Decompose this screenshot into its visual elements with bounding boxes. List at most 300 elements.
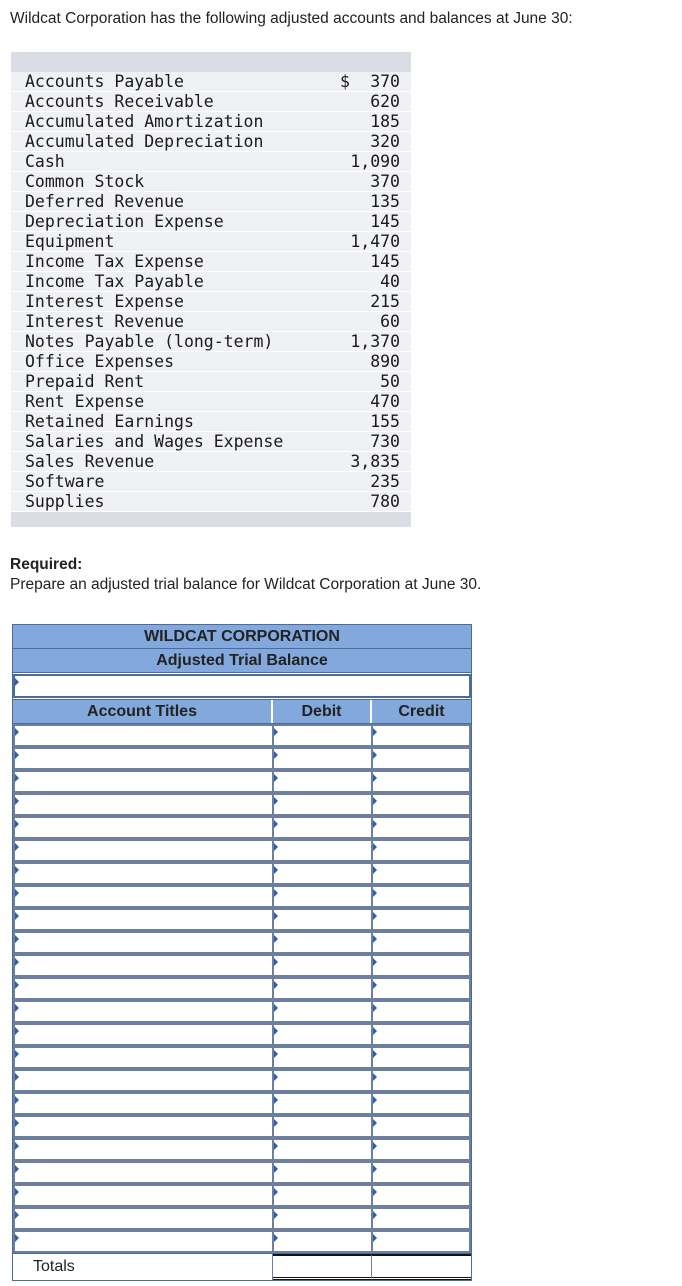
intro-text: Wildcat Corporation has the following adjusted accounts and balances at June 30: <box>10 10 573 27</box>
credit-cell[interactable] <box>372 1184 471 1207</box>
credit-input[interactable] <box>373 1186 469 1205</box>
input-marker-icon <box>274 1165 278 1173</box>
debit-cell[interactable] <box>273 1069 372 1092</box>
currency-symbol <box>340 252 360 271</box>
credit-cell[interactable] <box>372 1115 471 1138</box>
totals-label: Totals <box>13 1254 273 1280</box>
input-marker-icon <box>15 889 19 897</box>
table-row <box>13 954 471 977</box>
input-marker-icon <box>373 1119 377 1127</box>
credit-input[interactable] <box>373 956 469 975</box>
input-marker-icon <box>373 866 377 874</box>
currency-symbol <box>340 472 360 491</box>
statement-title: Adjusted Trial Balance <box>13 649 471 673</box>
account-row <box>11 172 411 192</box>
col-account-titles: Account Titles <box>13 700 273 723</box>
account-title-cell[interactable] <box>13 1092 273 1115</box>
credit-cell[interactable] <box>372 931 471 954</box>
input-marker-icon <box>373 1165 377 1173</box>
currency-symbol <box>340 412 360 431</box>
account-title-cell[interactable] <box>13 954 273 977</box>
account-name: Cash <box>25 152 65 171</box>
debit-input[interactable] <box>274 1232 371 1251</box>
credit-input[interactable] <box>373 1002 469 1021</box>
account-title-cell[interactable] <box>13 1207 273 1230</box>
account-row <box>11 292 411 312</box>
input-marker-icon <box>274 958 278 966</box>
credit-cell[interactable] <box>372 1069 471 1092</box>
credit-input[interactable] <box>373 1209 469 1228</box>
input-marker-icon <box>373 1211 377 1219</box>
account-title-input[interactable] <box>15 1094 272 1113</box>
col-credit: Credit <box>398 703 445 720</box>
table-row <box>13 1161 471 1184</box>
credit-input[interactable] <box>373 749 469 768</box>
total-debit-cell[interactable] <box>273 1254 372 1280</box>
account-amount: 145 <box>370 212 400 231</box>
debit-cell[interactable] <box>273 885 372 908</box>
account-title-cell[interactable] <box>13 724 273 747</box>
account-title-cell[interactable] <box>13 885 273 908</box>
account-title-cell[interactable] <box>13 1046 273 1069</box>
table-row <box>13 816 471 839</box>
input-marker-icon <box>373 728 377 736</box>
account-title-input[interactable] <box>15 1186 272 1205</box>
table-header <box>13 699 471 724</box>
account-name: Income Tax Payable <box>25 272 204 291</box>
account-name: Software <box>25 472 105 491</box>
input-marker-icon <box>15 797 19 805</box>
account-title-cell[interactable] <box>13 816 273 839</box>
account-row <box>11 432 411 452</box>
account-title-cell[interactable] <box>13 1138 273 1161</box>
input-marker-icon <box>274 981 278 989</box>
credit-input[interactable] <box>373 1140 469 1159</box>
debit-cell[interactable] <box>273 1138 372 1161</box>
account-title-cell[interactable] <box>13 1230 273 1253</box>
debit-cell[interactable] <box>273 839 372 862</box>
debit-cell[interactable] <box>273 1207 372 1230</box>
currency-symbol <box>331 152 350 171</box>
account-amount: 780 <box>370 492 400 511</box>
input-marker-icon <box>15 820 19 828</box>
credit-input[interactable] <box>373 818 469 837</box>
account-name: Notes Payable (long-term) <box>25 332 274 351</box>
input-marker-icon <box>373 797 377 805</box>
credit-input[interactable] <box>373 772 469 791</box>
account-amount: 60 <box>380 312 400 331</box>
input-marker-icon <box>274 889 278 897</box>
table-row <box>13 862 471 885</box>
credit-cell[interactable] <box>372 954 471 977</box>
debit-input[interactable] <box>274 1094 371 1113</box>
debit-input[interactable] <box>274 956 371 975</box>
debit-input[interactable] <box>274 1002 371 1021</box>
currency-symbol <box>340 92 360 111</box>
debit-input[interactable] <box>274 818 371 837</box>
account-title-input[interactable] <box>15 818 272 837</box>
account-row <box>11 232 411 252</box>
input-marker-icon <box>15 678 19 686</box>
debit-cell[interactable] <box>273 1092 372 1115</box>
account-title-cell[interactable] <box>13 770 273 793</box>
debit-input[interactable] <box>274 726 371 745</box>
input-marker-icon <box>274 751 278 759</box>
debit-input[interactable] <box>274 933 371 952</box>
input-marker-icon <box>15 935 19 943</box>
table-row <box>13 931 471 954</box>
credit-cell[interactable] <box>372 1161 471 1184</box>
table-row <box>13 839 471 862</box>
total-credit-input[interactable] <box>372 1256 471 1277</box>
input-marker-icon <box>274 912 278 920</box>
table-row <box>13 793 471 816</box>
debit-cell[interactable] <box>273 1161 372 1184</box>
account-row <box>11 352 411 372</box>
account-title-input[interactable] <box>15 956 272 975</box>
input-marker-icon <box>15 1050 19 1058</box>
debit-input[interactable] <box>274 1117 371 1136</box>
debit-cell[interactable] <box>273 977 372 1000</box>
debit-cell[interactable] <box>273 862 372 885</box>
account-amount: 50 <box>380 372 400 391</box>
input-marker-icon <box>15 958 19 966</box>
credit-input[interactable] <box>373 887 469 906</box>
input-marker-icon <box>15 728 19 736</box>
account-name: Common Stock <box>25 172 145 191</box>
account-title-input[interactable] <box>15 841 272 860</box>
account-title-input[interactable] <box>15 1117 272 1136</box>
account-title-cell[interactable] <box>13 862 273 885</box>
debit-input[interactable] <box>274 1163 371 1182</box>
input-marker-icon <box>274 1027 278 1035</box>
currency-symbol <box>340 212 360 231</box>
table-row <box>13 1069 471 1092</box>
input-marker-icon <box>373 1142 377 1150</box>
input-marker-icon <box>274 1234 278 1242</box>
input-marker-icon <box>373 1027 377 1035</box>
account-amount: 185 <box>370 112 400 131</box>
account-name: Accounts Receivable <box>25 92 214 111</box>
credit-cell[interactable] <box>372 1046 471 1069</box>
input-marker-icon <box>15 843 19 851</box>
account-name: Retained Earnings <box>25 412 194 431</box>
debit-input[interactable] <box>274 795 371 814</box>
debit-cell[interactable] <box>273 724 372 747</box>
given-accounts-list <box>11 52 411 527</box>
credit-cell[interactable] <box>372 1207 471 1230</box>
debit-input[interactable] <box>274 749 371 768</box>
account-row <box>11 372 411 392</box>
currency-symbol <box>340 112 360 131</box>
input-marker-icon <box>373 820 377 828</box>
debit-cell[interactable] <box>273 770 372 793</box>
debit-input[interactable] <box>274 1025 371 1044</box>
table-row <box>13 1092 471 1115</box>
account-amount: 1,370 <box>350 332 400 351</box>
account-amount: 215 <box>370 292 400 311</box>
debit-input[interactable] <box>274 1071 371 1090</box>
input-marker-icon <box>274 1142 278 1150</box>
required-label: Required: <box>10 556 83 573</box>
debit-cell[interactable] <box>273 1184 372 1207</box>
account-title-cell[interactable] <box>13 931 273 954</box>
input-marker-icon <box>15 1142 19 1150</box>
table-row <box>13 1046 471 1069</box>
account-title-input[interactable] <box>15 1048 272 1067</box>
input-marker-icon <box>274 1050 278 1058</box>
credit-input[interactable] <box>373 841 469 860</box>
account-row <box>11 392 411 412</box>
input-marker-icon <box>15 981 19 989</box>
credit-input[interactable] <box>373 1048 469 1067</box>
credit-cell[interactable] <box>372 977 471 1000</box>
input-marker-icon <box>373 1050 377 1058</box>
account-title-input[interactable] <box>15 1140 272 1159</box>
debit-cell[interactable] <box>273 793 372 816</box>
table-row <box>13 1023 471 1046</box>
total-credit-cell[interactable] <box>372 1254 471 1280</box>
credit-input[interactable] <box>373 864 469 883</box>
company-name: WILDCAT CORPORATION <box>13 625 471 649</box>
debit-cell[interactable] <box>273 954 372 977</box>
account-row <box>11 192 411 212</box>
credit-input[interactable] <box>373 1232 469 1251</box>
account-title-input[interactable] <box>15 772 272 791</box>
credit-cell[interactable] <box>372 908 471 931</box>
input-marker-icon <box>15 774 19 782</box>
input-marker-icon <box>373 843 377 851</box>
input-marker-icon <box>15 1027 19 1035</box>
input-marker-icon <box>274 774 278 782</box>
currency-symbol: $ <box>340 72 350 91</box>
input-marker-icon <box>373 774 377 782</box>
debit-cell[interactable] <box>273 1023 372 1046</box>
input-marker-icon <box>373 935 377 943</box>
account-title-input[interactable] <box>15 910 272 929</box>
input-marker-icon <box>373 1004 377 1012</box>
credit-cell[interactable] <box>372 839 471 862</box>
account-amount: 1,090 <box>350 152 400 171</box>
account-amount: 145 <box>370 252 400 271</box>
account-name: Office Expenses <box>25 352 175 371</box>
input-marker-icon <box>373 912 377 920</box>
credit-input[interactable] <box>373 910 469 929</box>
total-debit-input[interactable] <box>273 1256 371 1277</box>
table-row <box>13 1115 471 1138</box>
credit-input[interactable] <box>373 726 469 745</box>
account-name: Interest Expense <box>25 292 184 311</box>
input-marker-icon <box>373 751 377 759</box>
account-title-input[interactable] <box>15 1002 272 1021</box>
currency-symbol <box>340 272 360 291</box>
debit-cell[interactable] <box>273 1046 372 1069</box>
input-marker-icon <box>274 1073 278 1081</box>
input-marker-icon <box>373 1188 377 1196</box>
credit-cell[interactable] <box>372 1230 471 1253</box>
account-name: Prepaid Rent <box>25 372 145 391</box>
debit-input[interactable] <box>274 979 371 998</box>
currency-symbol <box>340 392 360 411</box>
credit-cell[interactable] <box>372 862 471 885</box>
account-title-cell[interactable] <box>13 1161 273 1184</box>
account-name: Salaries and Wages Expense <box>25 432 284 451</box>
input-marker-icon <box>274 1004 278 1012</box>
account-name: Interest Revenue <box>25 312 184 331</box>
account-title-input[interactable] <box>15 979 272 998</box>
account-amount: 1,470 <box>350 232 400 251</box>
account-title-cell[interactable] <box>13 1023 273 1046</box>
account-row <box>11 212 411 232</box>
credit-cell[interactable] <box>372 724 471 747</box>
credit-input[interactable] <box>373 1094 469 1113</box>
input-marker-icon <box>15 1004 19 1012</box>
input-marker-icon <box>274 935 278 943</box>
account-name: Depreciation Expense <box>25 212 224 231</box>
account-title-cell[interactable] <box>13 1069 273 1092</box>
currency-symbol <box>340 432 360 451</box>
account-title-input[interactable] <box>15 1232 272 1251</box>
credit-cell[interactable] <box>372 1023 471 1046</box>
debit-cell[interactable] <box>273 931 372 954</box>
account-amount: 730 <box>370 432 400 451</box>
credit-input[interactable] <box>373 1025 469 1044</box>
account-title-input[interactable] <box>15 795 272 814</box>
credit-cell[interactable] <box>372 747 471 770</box>
credit-input[interactable] <box>373 1071 469 1090</box>
account-amount: 470 <box>370 392 400 411</box>
input-marker-icon <box>274 820 278 828</box>
input-marker-icon <box>15 751 19 759</box>
account-row <box>11 412 411 432</box>
input-marker-icon <box>373 1234 377 1242</box>
debit-input[interactable] <box>274 887 371 906</box>
account-title-input[interactable] <box>15 887 272 906</box>
debit-input[interactable] <box>274 864 371 883</box>
account-row <box>11 332 411 352</box>
account-amount: 135 <box>370 192 400 211</box>
input-marker-icon <box>15 1165 19 1173</box>
account-title-cell[interactable] <box>13 977 273 1000</box>
debit-cell[interactable] <box>273 1230 372 1253</box>
credit-cell[interactable] <box>372 885 471 908</box>
input-marker-icon <box>274 728 278 736</box>
debit-input[interactable] <box>274 1140 371 1159</box>
account-title-cell[interactable] <box>13 1184 273 1207</box>
credit-cell[interactable] <box>372 1138 471 1161</box>
account-title-input[interactable] <box>15 1163 272 1182</box>
debit-input[interactable] <box>274 1209 371 1228</box>
credit-cell[interactable] <box>372 1000 471 1023</box>
account-amount: 620 <box>370 92 400 111</box>
account-name: Accounts Payable <box>25 72 184 91</box>
input-marker-icon <box>15 1188 19 1196</box>
account-row <box>11 112 411 132</box>
account-title-input[interactable] <box>15 1025 272 1044</box>
trial-balance-table <box>12 624 472 1281</box>
debit-cell[interactable] <box>273 908 372 931</box>
input-marker-icon <box>15 912 19 920</box>
debit-cell[interactable] <box>273 816 372 839</box>
input-marker-icon <box>274 866 278 874</box>
table-row <box>13 1230 471 1253</box>
currency-symbol <box>340 492 360 511</box>
account-row <box>11 152 411 172</box>
account-name: Deferred Revenue <box>25 192 184 211</box>
credit-cell[interactable] <box>372 816 471 839</box>
date-input[interactable] <box>15 676 469 696</box>
table-row <box>13 1184 471 1207</box>
account-title-cell[interactable] <box>13 747 273 770</box>
debit-cell[interactable] <box>273 1000 372 1023</box>
currency-symbol <box>331 452 350 471</box>
date-input-cell[interactable] <box>13 674 471 698</box>
account-amount: 235 <box>370 472 400 491</box>
table-row <box>13 1138 471 1161</box>
table-row <box>13 724 471 747</box>
account-title-input[interactable] <box>15 749 272 768</box>
credit-input[interactable] <box>373 933 469 952</box>
account-title-cell[interactable] <box>13 1115 273 1138</box>
debit-input[interactable] <box>274 841 371 860</box>
credit-input[interactable] <box>373 979 469 998</box>
account-title-input[interactable] <box>15 933 272 952</box>
input-marker-icon <box>274 1211 278 1219</box>
credit-cell[interactable] <box>372 770 471 793</box>
account-title-input[interactable] <box>15 864 272 883</box>
table-row <box>13 1207 471 1230</box>
input-marker-icon <box>15 1073 19 1081</box>
account-row <box>11 252 411 272</box>
table-row <box>13 770 471 793</box>
debit-input[interactable] <box>274 772 371 791</box>
debit-input[interactable] <box>274 1186 371 1205</box>
account-title-cell[interactable] <box>13 839 273 862</box>
currency-symbol <box>340 292 360 311</box>
currency-symbol <box>331 232 350 251</box>
credit-input[interactable] <box>373 1117 469 1136</box>
account-title-cell[interactable] <box>13 908 273 931</box>
input-marker-icon <box>373 1096 377 1104</box>
debit-cell[interactable] <box>273 747 372 770</box>
account-row <box>11 92 411 112</box>
credit-input[interactable] <box>373 1163 469 1182</box>
account-amount: 3,835 <box>350 452 400 471</box>
input-marker-icon <box>15 1211 19 1219</box>
table-row <box>13 1000 471 1023</box>
debit-input[interactable] <box>274 910 371 929</box>
debit-input[interactable] <box>274 1048 371 1067</box>
account-title-cell[interactable] <box>13 793 273 816</box>
required-text: Prepare an adjusted trial balance for Wildcat Corporation at June 30. <box>10 576 482 593</box>
account-title-cell[interactable] <box>13 1000 273 1023</box>
account-amount: 40 <box>380 272 400 291</box>
account-name: Rent Expense <box>25 392 145 411</box>
account-amount: 155 <box>370 412 400 431</box>
table-body <box>13 724 471 1253</box>
account-title-input[interactable] <box>15 1071 272 1090</box>
account-amount: 890 <box>370 352 400 371</box>
credit-cell[interactable] <box>372 793 471 816</box>
credit-cell[interactable] <box>372 1092 471 1115</box>
currency-symbol <box>340 132 360 151</box>
credit-input[interactable] <box>373 795 469 814</box>
account-name: Accumulated Amortization <box>25 112 264 131</box>
account-row <box>11 72 411 92</box>
debit-cell[interactable] <box>273 1115 372 1138</box>
account-title-input[interactable] <box>15 1209 272 1228</box>
account-title-input[interactable] <box>15 726 272 745</box>
